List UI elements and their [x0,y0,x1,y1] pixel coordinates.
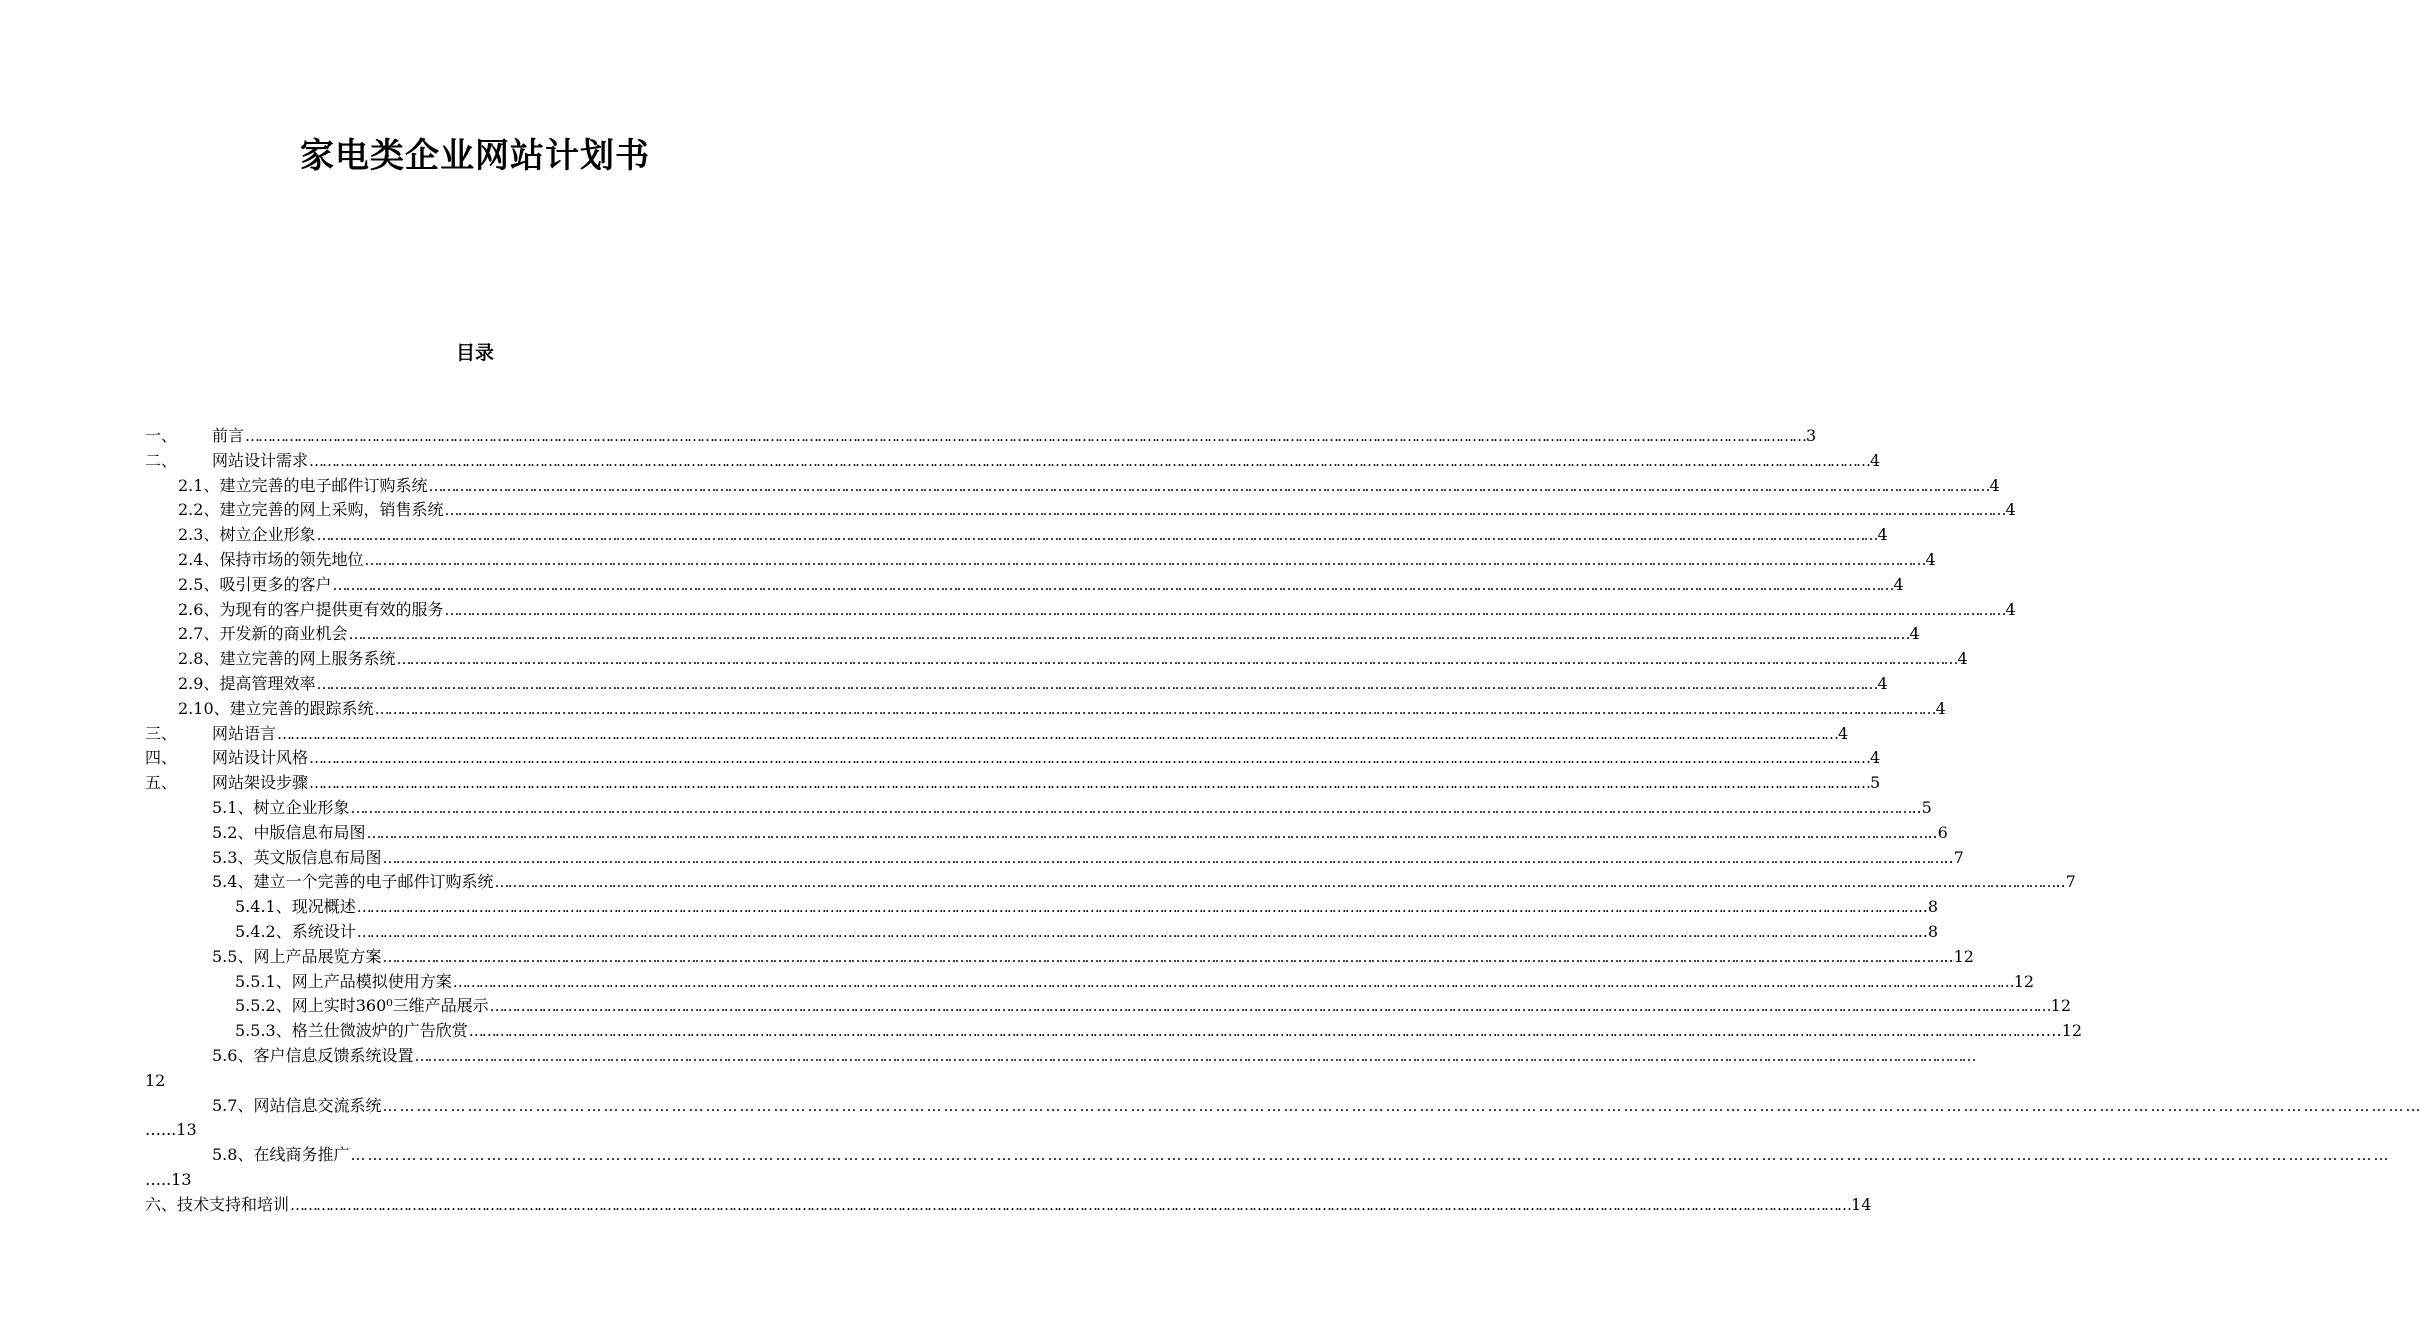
toc-entry[interactable] [145,895,1939,920]
toc-entry-label: 2.10、建立完善的跟踪系统 [178,698,374,718]
toc-entry[interactable] [145,771,1881,796]
toc-entry[interactable] [145,821,1948,846]
toc-entry-label: 5.3、英文版信息布局图 [212,847,382,867]
toc-entry-page: 4 [1935,698,1946,718]
toc-entry-page: 4 [1893,574,1904,594]
toc-leader-dots: ……………………………………………………………………………………………………………………………………………………………………………………………………………………………………………………………………………………………………………………………… [277,724,1838,743]
toc-entry-label: 5.4.1、现况概述 [235,897,356,917]
toc-entry-label: 5.5.3、格兰仕微波炉的广告欣赏 [235,1021,468,1041]
toc-entry-page: 14 [1851,1194,1872,1214]
toc-leader-dots: ……………………………………………………………………………………………………………………………………………………………………………………………………………………………………………………………………………………………………………………………… [316,674,1877,693]
toc-entry-number: 一、 [145,426,178,445]
toc-entry[interactable] [145,970,2035,995]
toc-entry-label: 5.4.2、系统设计 [235,921,356,941]
toc-entry[interactable] [145,622,1920,647]
toc-entry[interactable] [145,722,1849,747]
toc-entry-label: 5.1、树立企业形象 [212,797,350,817]
toc-entry[interactable] [145,945,1974,970]
toc-entry-page: 4 [1989,475,2000,495]
toc-leader-dots: ……………………………………………………………………………………………………………………………………………………………………………………………………………………………………………………………………………………………………………………………… [444,501,2005,520]
toc-entry[interactable] [145,846,1964,871]
toc-leader-dots: ……………………………………………………………………………………………………………………………………………………………………………………………………………………………………………………………………………………………………………………………… [245,427,1806,445]
toc-entry-label: 网站架设步骤 [212,773,309,793]
toc-entry-number: 五、 [145,773,178,793]
toc-entry-label: 2.2、建立完善的网上采购，销售系统 [178,500,444,520]
toc-entry-page: 4 [1870,748,1881,768]
toc-entry-page: ..7 [2055,872,2076,892]
toc-leader-dots: ……………………………………………………………………………………………………………………………………………………………………………………………………………………………………………………………………………………………………………………………… [309,774,1870,793]
toc-entry-number: 三、 [145,723,178,743]
toc-leader-dots: ……………………………………………………………………………………………………………………………………………………………………………………………………………………………………………………………………………………………………………………………… [494,873,2055,892]
toc-entry[interactable] [145,424,1817,449]
toc-entry-page-continuation: …...13 [145,1120,197,1140]
toc-leader-dots: ……………………………………………………………………………………………………………………………………………………………………………………………………………………………………………………………………………………………………………………………… [309,451,1870,470]
toc-entry[interactable] [145,1019,2083,1044]
toc-leader-dots: ……………………………………………………………………………………………………………………………………………………………………………………………………………………………………………………………………………………………………………………………… [382,1096,2422,1115]
toc-leader-dots: ……………………………………………………………………………………………………………………………………………………………………………………………………………………………………………………………………………………………………………………………… [444,600,2005,619]
toc-entry[interactable] [145,994,2072,1019]
toc-entry-label: 5.5.1、网上产品模拟使用方案 [235,971,452,991]
toc-leader-dots: ……………………………………………………………………………………………………………………………………………………………………………………………………………………………………………………………………………………………………………………………… [382,848,1943,867]
toc-entry-page: 4 [1909,624,1920,644]
toc-entry-page: ..12 [1943,946,1974,966]
toc-leader-dots: ……………………………………………………………………………………………………………………………………………………………………………………………………………………………………………………………………………………………………………………………… [356,898,1917,917]
toc-leader-dots: ……………………………………………………………………………………………………………………………………………………………………………………………………………………………………………………………………………………………………………………………… [290,1195,1851,1214]
toc-entry-page: 3 [1806,426,1817,445]
toc-entry-label: 网站设计风格 [212,748,309,768]
toc-entry-page: 5 [1870,773,1881,793]
toc-leader-dots: ……………………………………………………………………………………………………………………………………………………………………………………………………………………………………………………………………………………………………………………………… [350,1146,2391,1165]
document-title: 家电类企业网站计划书 [300,136,650,176]
toc-entry-page: ..7 [1943,847,1964,867]
toc-leader-dots: ……………………………………………………………………………………………………………………………………………………………………………………………………………………………………………………………………………………………………………………………… [428,476,1989,495]
toc-entry-page: 4 [1877,525,1888,545]
toc-entry-page: 12 [2013,971,2035,991]
toc-entry[interactable] [145,672,1888,697]
toc-entry[interactable] [145,573,1904,598]
toc-entry-last[interactable] [145,1193,1872,1218]
toc-entry[interactable] [145,449,1881,474]
toc-entry[interactable] [145,548,1936,573]
toc-entry-label: 2.4、保持市场的领先地位 [178,549,364,569]
toc-entry-label: 5.5.2、网上实时360⁰三维产品展示 [235,996,489,1016]
toc-entry-label: 2.9、提高管理效率 [178,673,316,693]
toc-entry-page: 4 [1957,649,1968,669]
toc-entry[interactable] [145,498,2016,523]
toc-entry-number: 二、 [145,450,178,470]
toc-entry-wrapped[interactable] [145,1044,1975,1069]
toc-leader-dots: ……………………………………………………………………………………………………………………………………………………………………………………………………………………………………………………………………………………………………………………………… [489,997,2050,1016]
table-of-contents [145,424,2422,1218]
toc-entry-page-continuation: 12 [145,1070,166,1090]
toc-entry[interactable] [145,870,2076,895]
toc-entry-label: 前言 [212,426,245,445]
toc-entry-label: 5.5、网上产品展览方案 [212,946,382,966]
toc-entry-page: ..8 [1917,897,1939,917]
toc-entry-label: 5.8、在线商务推广 [212,1145,350,1165]
toc-entry-page: 4 [1838,723,1849,743]
toc-entry-label: 2.8、建立完善的网上服务系统 [178,649,396,669]
toc-entry-label: 2.5、吸引更多的客户 [178,574,332,594]
toc-entry-label: 2.3、树立企业形象 [178,525,316,545]
toc-leader-dots: ……………………………………………………………………………………………………………………………………………………………………………………………………………………………………………………………………………………………………………………………… [309,749,1870,768]
toc-entry[interactable] [145,920,1939,945]
toc-leader-dots: ……………………………………………………………………………………………………………………………………………………………………………………………………………………………………………………………………………………………………………………………… [350,798,1911,817]
toc-leader-dots: ……………………………………………………………………………………………………………………………………………………………………………………………………………………………………………………………………………………………………………………………… [396,650,1957,669]
toc-entry[interactable] [145,796,1932,821]
toc-leader-dots: ……………………………………………………………………………………………………………………………………………………………………………………………………………………………………………………………………………………………………………………………… [356,922,1917,941]
toc-entry[interactable] [145,474,2000,499]
toc-entry-page: 4 [1925,549,1936,569]
toc-entry-label: 网站语言 [212,723,277,743]
toc-leader-dots: ……………………………………………………………………………………………………………………………………………………………………………………………………………………………………………………………………………………………………………………………… [366,823,1927,842]
toc-entry-page: ..6 [1927,822,1948,842]
toc-entry-page: 4 [1870,450,1881,470]
toc-leader-dots: ……………………………………………………………………………………………………………………………………………………………………………………………………………………………………………………………………………………………………………………………… [468,1022,2029,1041]
toc-entry[interactable] [145,523,1888,548]
toc-heading: 目录 [455,342,494,364]
toc-entry-number: 四、 [145,748,178,768]
toc-entry-label: 5.2、中版信息布局图 [212,822,366,842]
toc-entry[interactable] [145,598,2016,623]
toc-entry-label: 2.7、开发新的商业机会 [178,624,348,644]
toc-leader-dots: ……………………………………………………………………………………………………………………………………………………………………………………………………………………………………………………………………………………………………………………………… [332,575,1893,594]
toc-leader-dots: ……………………………………………………………………………………………………………………………………………………………………………………………………………………………………………………………………………………………………………………………… [382,947,1943,966]
toc-rows [145,424,2083,1044]
toc-entry[interactable] [145,647,1968,672]
toc-leader-dots: ……………………………………………………………………………………………………………………………………………………………………………………………………………………………………………………………………………………………………………………………… [414,1046,1975,1065]
toc-entry-wrapped[interactable] [145,1094,2422,1119]
toc-leader-dots: ……………………………………………………………………………………………………………………………………………………………………………………………………………………………………………………………………………………………………………………………… [348,625,1909,644]
toc-entry-page: ..5 [1911,797,1932,817]
toc-entry-page: ..8 [1917,921,1939,941]
toc-entry-page: 12 [2050,996,2072,1016]
toc-entry-label: 网站设计需求 [212,450,309,470]
toc-entry[interactable] [145,746,1881,771]
toc-entry-page-continuation: …..13 [145,1169,192,1189]
toc-entry-wrapped[interactable] [145,1143,2391,1168]
toc-wrapped-rows [145,1044,2422,1193]
toc-entry-page: 4 [2005,599,2016,619]
toc-leader-dots: ……………………………………………………………………………………………………………………………………………………………………………………………………………………………………………………………………………………………………………………………… [452,972,2013,991]
toc-leader-dots: ……………………………………………………………………………………………………………………………………………………………………………………………………………………………………………………………………………………………………………………………… [374,699,1935,718]
toc-entry-label: 5.4、建立一个完善的电子邮件订购系统 [212,872,494,892]
toc-leader-dots: ……………………………………………………………………………………………………………………………………………………………………………………………………………………………………………………………………………………………………………………………… [316,526,1877,545]
toc-entry-label: 六、技术支持和培训 [145,1194,290,1214]
toc-entry-page: 4 [2005,500,2016,520]
toc-entry-page: ……12 [2029,1021,2083,1041]
toc-entry[interactable] [145,697,1946,722]
toc-entry-page: 4 [1877,673,1888,693]
toc-entry-label: 2.1、建立完善的电子邮件订购系统 [178,475,428,495]
toc-entry-label: 5.7、网站信息交流系统 [212,1095,382,1115]
toc-entry-label: 2.6、为现有的客户提供更有效的服务 [178,599,444,619]
toc-entry-label: 5.6、客户信息反馈系统设置 [212,1045,414,1065]
toc-leader-dots: ……………………………………………………………………………………………………………………………………………………………………………………………………………………………………………………………………………………………………………………………… [364,550,1925,569]
